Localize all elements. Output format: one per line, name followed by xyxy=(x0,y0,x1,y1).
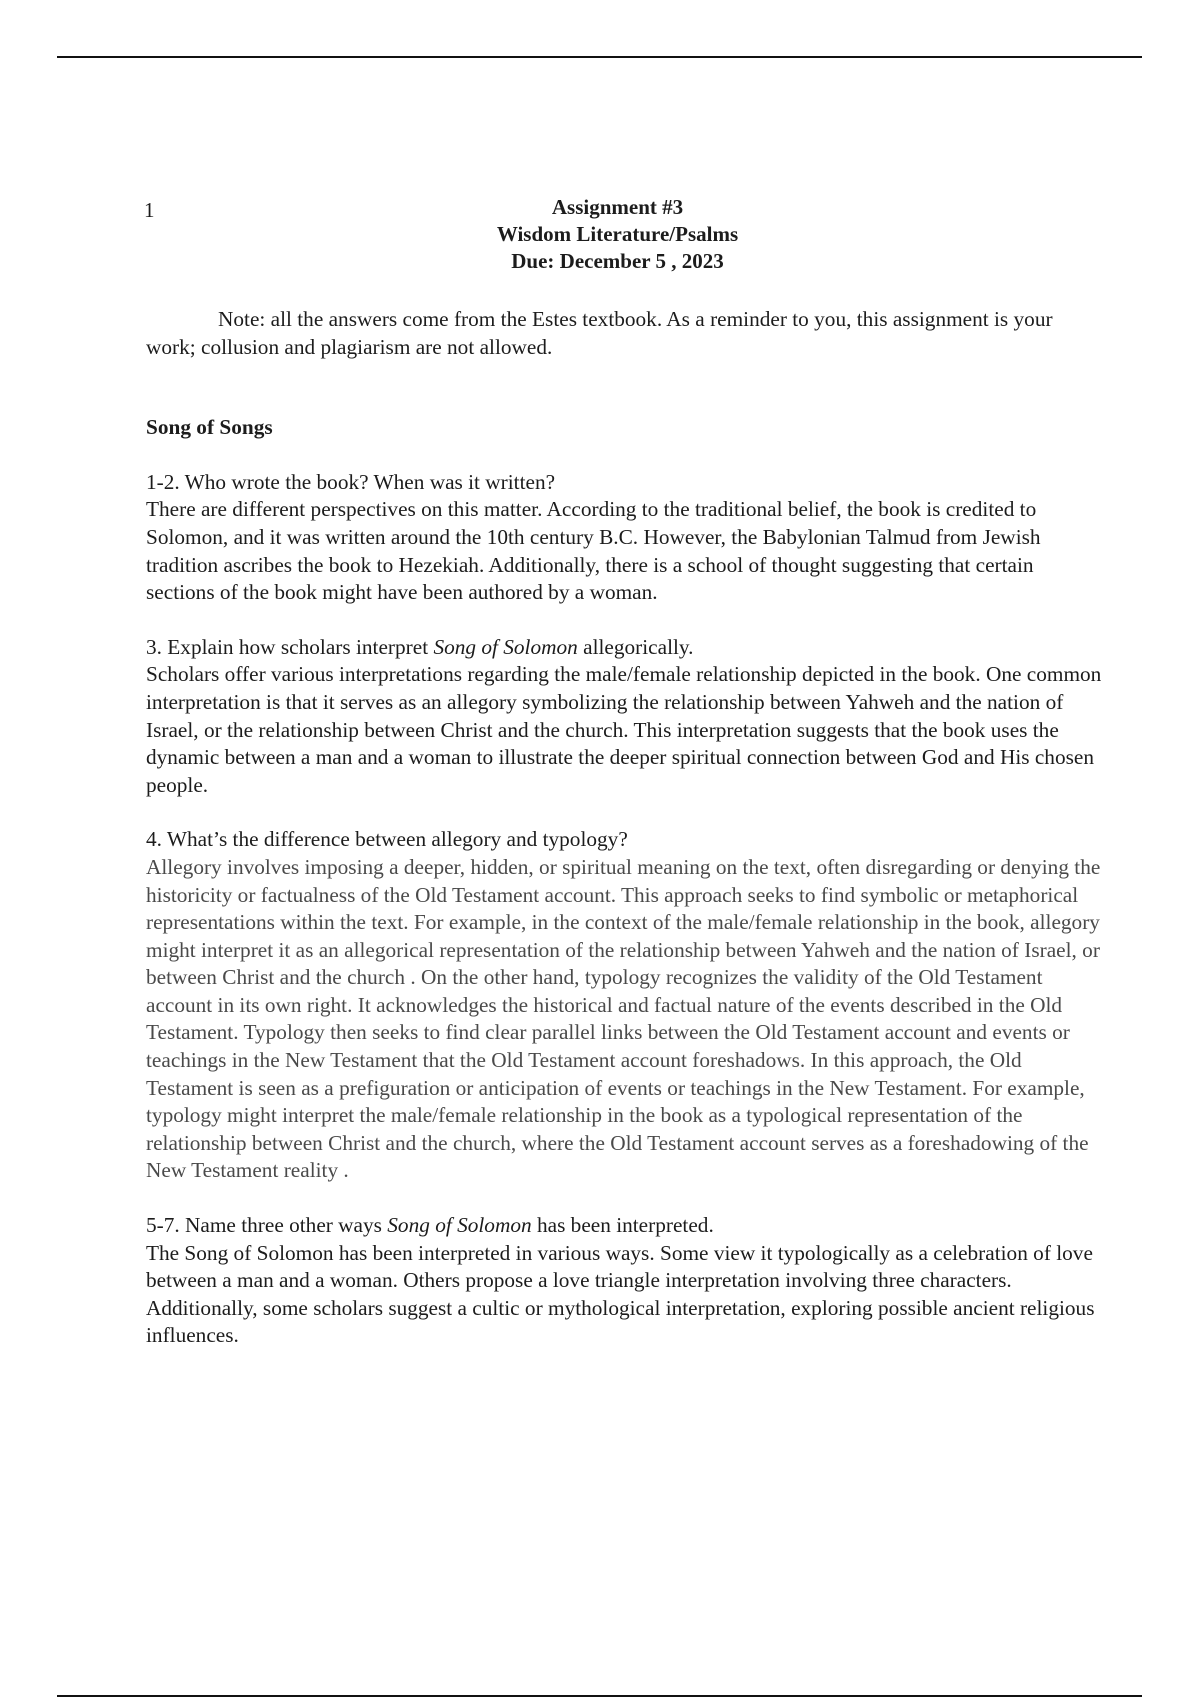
question-suffix: has been interpreted. xyxy=(531,1213,714,1238)
assignment-note: Note: all the answers come from the Estes textbook. As a reminder to you, this assignment is your work; collusion and plagiarism are not allowed. xyxy=(146,307,1053,359)
question-text xyxy=(146,634,1106,662)
course-subtitle: Wisdom Literature/Psalms xyxy=(496,222,739,246)
question-block-1-2 xyxy=(146,469,1106,607)
assignment-header xyxy=(0,194,1200,275)
answer-text: Allegory involves imposing a deeper, hidden, or spiritual meaning on the text, often disregarding or denying the historicity or factualness of the Old Testament account. This approach seeks to find symbolic or metaphorical representations within the text. For example, in the context of the male/female relationship in the book, allegory might interpret it as an allegorical representation of the relationship between Yahweh and the nation of Israel, or between Christ and the church . On the other hand, typology recognizes the validity of the Old Testament account in its own right. It acknowledges the historical and factual nature of the events described in the Old Testament. Typology then seeks to find clear parallel links between the Old Testament account and events or teachings in the New Testament that the Old Testament account foreshadows. In this approach, the Old Testament is seen as a prefiguration or anticipation of events or teachings in the New Testament. For example, typology might interpret the male/female relationship in the book as a typological representation of the relationship between Christ and the church, where the Old Testament account serves as a foreshadowing of the New Testament reality . xyxy=(146,854,1101,1183)
question-suffix: allegorically. xyxy=(577,634,694,659)
due-date: Due: December 5 , 2023 xyxy=(511,249,724,273)
answer-text: There are different perspectives on this matter. According to the traditional belief, the book is credited to Solomon, and it was written around the 10th century B.C. However, the Babylonian Talmud from Jewish tradition ascribes the book to Hezekiah. Additionally, there is a school of thought suggesting that certain sections of the book might have been authored by a woman. xyxy=(146,497,1041,605)
question-block-3 xyxy=(146,634,1106,800)
assignment-title: Assignment #3 xyxy=(551,195,684,219)
answer-text: The Song of Solomon has been interpreted in various ways. Some view it typologically as a celebration of love between a man and a woman. Others propose a love triangle interpretation involving three characters. Additionally, some scholars suggest a cultic or mythological interpretation, exploring possible ancient religious influences. xyxy=(146,1240,1095,1348)
question-text: 4. What’s the difference between allegory and typology? xyxy=(146,827,628,852)
book-title-italic: Song of Solomon xyxy=(387,1213,532,1238)
answer-text: Scholars offer various interpretations regarding the male/female relationship depicted in the book. One common interpretation is that it serves as an allegory symbolizing the relationship between Yahweh and the nation of Israel, or the relationship between Christ and the church. This interpretation suggests that the book uses the dynamic between a man and a woman to illustrate the deeper spiritual connection between God and His chosen people. xyxy=(146,662,1102,797)
bottom-rule xyxy=(57,1695,1142,1697)
top-rule xyxy=(57,56,1142,58)
question-prefix: 3. Explain how scholars interpret xyxy=(146,634,434,659)
book-title-italic: Song of Solomon xyxy=(433,634,578,659)
question-prefix: 5-7. Name three other ways xyxy=(146,1213,388,1238)
question-block-4 xyxy=(146,826,1106,1185)
document-body xyxy=(146,306,1106,1350)
section-title: Song of Songs xyxy=(146,415,273,440)
page-number: 1 xyxy=(144,198,155,222)
question-text xyxy=(146,1212,1106,1240)
question-text: 1-2. Who wrote the book? When was it written? xyxy=(146,469,556,494)
question-block-5-7 xyxy=(146,1212,1106,1350)
